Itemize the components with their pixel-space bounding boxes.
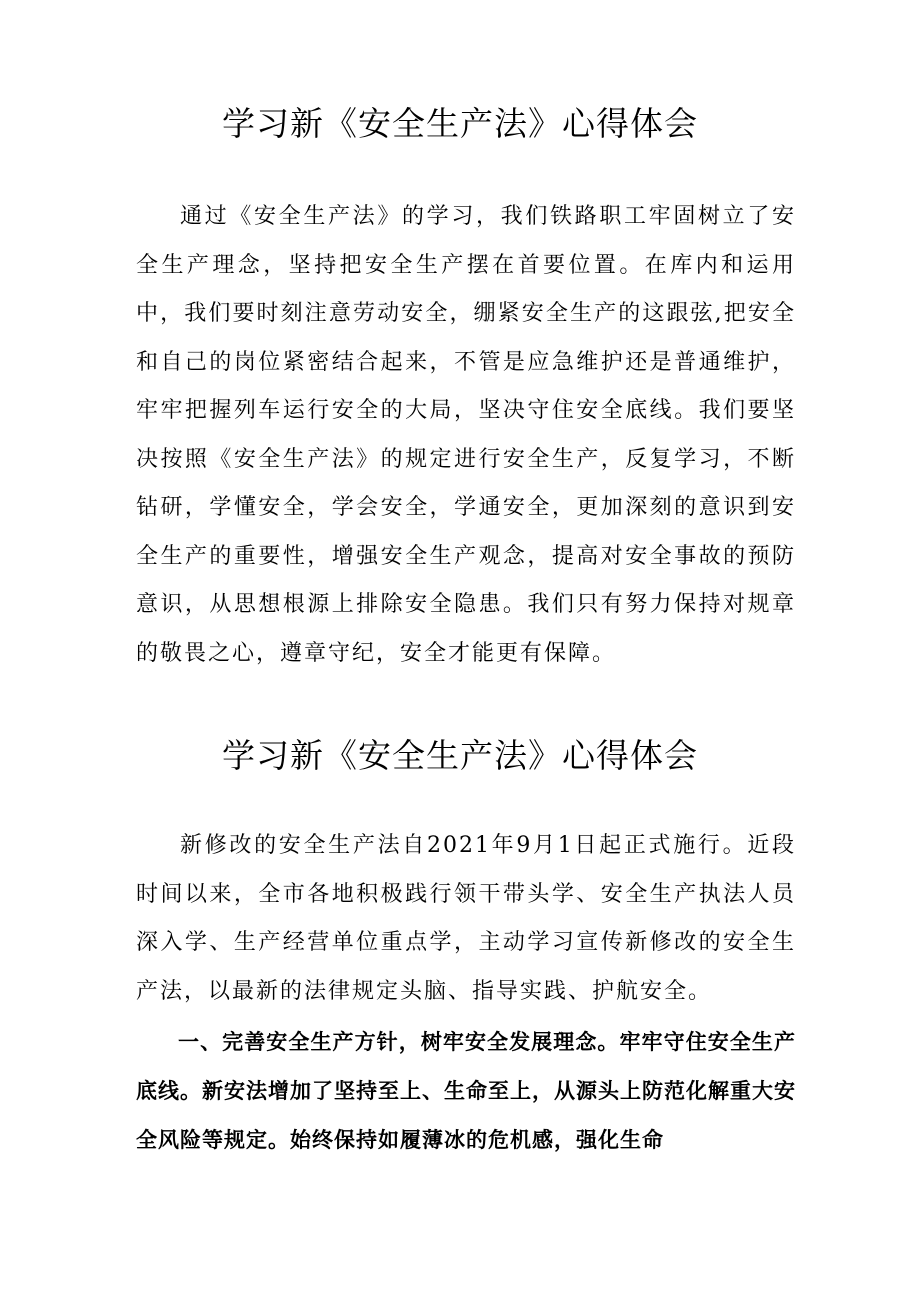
paragraph: 通过《安全生产法》的学习，我们铁路职工牢固树立了安全生产理念，坚持把安全生产摆在首要位置。在库内和运用中，我们要时刻注意劳动安全，绷紧安全生产的这跟弦,把安全和自己的岗位紧密结合起来，不管是应急维护还是普通维护，牢牢把握列车运行安全的大局，坚决守住安全底线。我们要坚决按照《安全生产法》的规定进行安全生产，反复学习，不断钻研，学懂安全，学会安全，学通安全，更加深刻的意识到安全生产的重要性，增强安全生产观念，提高对安全事故的预防意识，从思想根源上排除安全隐患。我们只有努力保持对规章的敬畏之心，遵章守纪，安全才能更有保障。	[136, 204, 796, 666]
paragraph: 新修改的安全生产法自2021年9月1日起正式施行。近段时间以来，全市各地积极践行领干带头学、安全生产执法人员深入学、生产经营单位重点学，主动学习宣传新修改的安全生产法，以最新的法律规定头脑、指导实践、护航安全。	[136, 833, 796, 1004]
section-body	[136, 1018, 796, 1165]
document-title: 学习新《安全生产法》心得体会	[222, 736, 698, 775]
section-body	[136, 193, 796, 678]
section-body	[136, 822, 796, 1016]
bold-paragraph: 一、完善安全生产方针，树牢安全发展理念。牢牢守住安全生产底线。新安法增加了坚持至上、生命至上，从源头上防范化解重大安全风险等规定。始终保持如履薄冰的危机感，强化生命	[136, 1030, 796, 1152]
document-title: 学习新《安全生产法》心得体会	[222, 104, 698, 143]
